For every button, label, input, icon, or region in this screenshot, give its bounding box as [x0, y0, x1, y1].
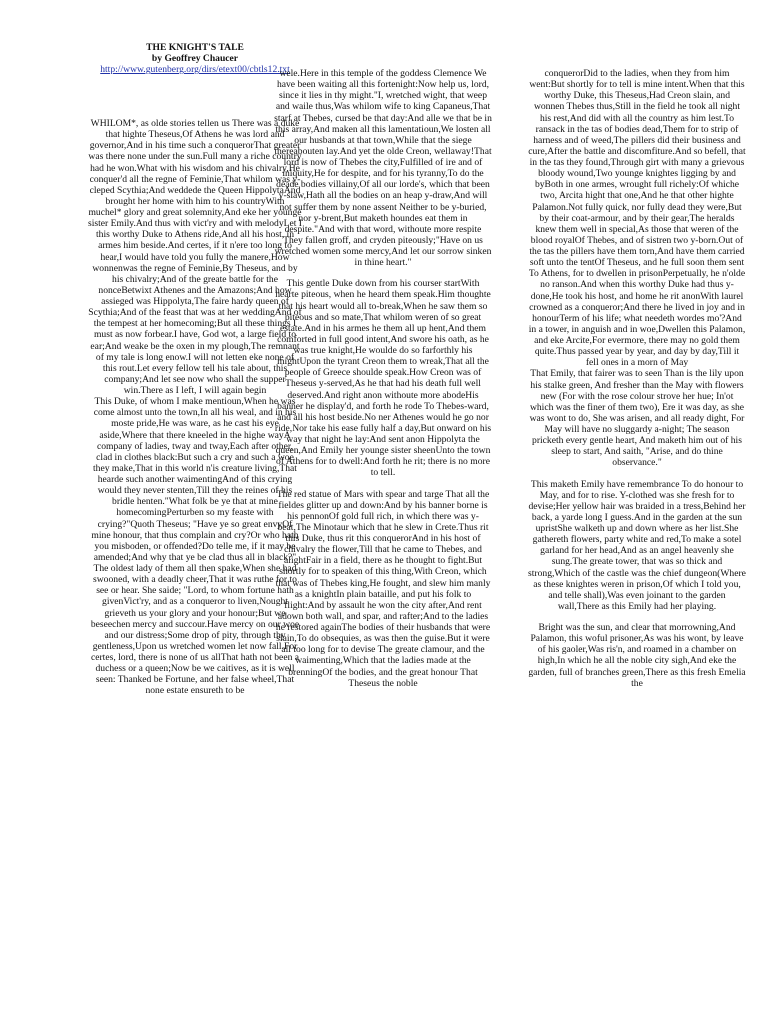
source-link[interactable]: http://www.gutenberg.org/dirs/etext00/cbtls12.txt [100, 64, 290, 76]
paragraph: WHILOM*, as olde stories tellen us There was a duke that highte Theseus,Of Athens he was lord and governor,And in his time such a conquerorThat greater was there none under the sun.Full many a riche country had he won.What with his wisdom and his chivalry,He conquer'd all the regne of Feminie,That whilom was y-cleped Scythia;And weddede the Queen HippolytaAnd brought her home with him to his countryWith muchel* glory and great solemnity,And eke her younge sister Emily.And thus with vict'ry and with melodyLet I this worthy Duke to Athens ride,And all his host, in armes him beside.And certes, if it n'ere too long to hear,I would have told you fully the manere,How wonnenwas the regne of Feminie,By Theseus, and by his chivalry;And of the greate battle for the nonceBetwixt Athenes and the Amazons;And how assieged was Hippolyta,The faire hardy queen of Scythia;And of the feast that was at her weddingAnd of the tempest at her homecoming;But all these things I must as now forbear.I have, God wot, a large field to ear;And weake be the oxen in my plough,The remnant of my tale is long enow.I will not letten eke none of this rout.Let every fellow tell his tale about, this company;And let see now who shall the supper win.There as I left, I will again begin [88, 118, 303, 396]
paragraph: That Emily, that fairer was to seen Than is the lily upon his stalke green, And fresher than the May with flowers new (For with the rose colour strove her hue; In'ot which was the finer of them two), Ere it was day, as she was wont to do, She was arisen, and all ready dight, For May will have no sluggardy a-night; The season pricketh every gentle heart, And maketh him out of his sleep to start, And saith, "Arise, and do thine observance." [529, 368, 745, 469]
paragraph: This Duke, of whom I make mentioun,When he was come almost unto the town,In all his weal, and in his moste pride,He was ware, as he cast his eye aside,Where that there kneeled in the highe wayA company of ladies, tway and tway,Each after other, clad in clothes black:But such a cry and such a woe they make,That in this world n'is creature living,That hearde such another waimentingAnd of this crying would they never stenten,Till they the reines of his bridle henten."What folk be ye that at mine homecomingPerturben so my feaste with crying?"Quoth Theseus; "Have ye so great envyOf mine honour, that thus complain and cry?Or who hath you misboden, or offended?Do telle me, if it may be amended;And why that ye be clad thus all in black?" [91, 396, 299, 563]
paragraph: wele.Here in this temple of the goddess Clemence We have been waiting all this fortenight:Now help us, lord, since it lies in thy might."I, wretched wight, that weep and waile thus,Was whilom wife to king Capaneus,That starf at Thebes, cursed be that day:And alle we that be in this array,And maken all this lamentatioun,We losten all our husbands at that town,While that the siege thereabouten lay.And yet the olde Creon, wellaway!That lord is now of Thebes the city,Fulfilled of ire and of iniquity,He for despite, and for his tyranny,To do the deade bodies villainy,Of all our lorde's, which that been y-slaw,Hath all the bodies on an heap y-draw,And will not suffer them by none assent Neither to be y-buried, nor y-brent,But maketh houndes eat them in despite."And with that word, withoute more respite They fallen groff, and cryden piteously;"Have on us wretched women some mercy,And let our sorrow sinken in thine heart." [274, 68, 492, 269]
paragraph: This gentle Duke down from his courser startWith hearte piteous, when he heard them speak.Him thoughte that his heart would all to-break,When he saw them so piteous and so mate,That whilom weren of so great estate.And in his armes he them all up hent,And them comforted in full good intent,And swore his oath, as he was true knight,He woulde do so farforthly his mightUpon the tyrant Creon them to wreak,That all the people of Greece shoulde speak.How Creon was of Theseus y-served,As he that had his death full well deserved.And right anon withoute more abodeHis banner he display'd, and forth he rode To Thebes-ward, and all his host beside.No ner Athenes would he go nor ride,Nor take his ease fully half a day,But onward on his way that night he lay:And sent anon Hippolyta the queen,And Emily her younge sister sheenUnto the town of Athens for to dwell:And forth he rit; there is no more to tell. [274, 278, 492, 479]
text-column-3 [528, 68, 746, 689]
paragraph: Bright was the sun, and clear that morrowning,And Palamon, this woful prisoner,As was his wont, by leave of his gaoler,Was ris'n, and roamed in a chamber on high,In which he all the noble city sigh,And eke the garden, full of branches green,There as this fresh Emelia the [528, 622, 746, 689]
document-header [88, 42, 302, 75]
paragraph: This maketh Emily have remembrance To do honour to May, and for to rise. Y-clothed was she fresh for to devise;Her yellow hair was braided in a tress,Behind her back, a yarde long I guess.And in the garden at the sun upristShe walketh up and down where as her list.She gathereth flowers, party white and red,To make a sotel garland for her head,And as an angel heavenly she sung.The greate tower, that was so thick and strong,Which of the castle was the chief dungeon(Where as these knightes weren in prison,Of which I told you, and telle shall),Was even joinant to the garden wall,There as this Emily had her playing. [528, 478, 746, 612]
document-author: by Geoffrey Chaucer [151, 53, 239, 65]
text-column-2 [274, 68, 492, 689]
paragraph: conquerorDid to the ladies, when they from him went:But shortly for to tell is mine intent.When that this worthy Duke, this Theseus,Had Creon slain, and wonnen Thebes thus,Still in the field he took all night his rest,And did with all the country as him lest.To ransack in the tas of bodies dead,Them for to strip of harness and of weed,The pillers did their business and cure,After the battle and discomfiture.And so befell, that in the tas they found,Through girt with many a grievous bloody wound,Two younge knightes ligging by and byBoth in one armes, wrought full richely:Of whiche two, Arcita hight that one,And he that other highte Palamon.Not fully quick, nor fully dead they were,But by their coat-armour, and by their gear,The heralds knew them well in special,As those that weren of the blood royalOf Thebes, and of sistren two y-born.Out of the tas the pillers have them torn,And have them carried soft unto the tentOf Theseus, and he full soon them sent To Athens, for to dwellen in prisonPerpetually, he n'olde no ranson.And when this worthy Duke had thus y-done,He took his host, and home he rit anonWith laurel crowned as a conqueror;And there he lived in joy and in honourTerm of his life; what needeth wordes mo'?And in a tower, in anguish and in woe,Dwellen this Palamon, and eke Arcite,For evermore, there may no gold them quite.Thus passed year by year, and day by day,Till it fell ones in a morn of May [528, 68, 746, 369]
text-column-1 [88, 118, 302, 697]
paragraph: The oldest lady of them all then spake,When she had swooned, with a deadly cheer,That it was ruthe for to see or hear. She saide; "Lord, to whom fortune hath givenVict'ry, and as a conqueror to liven,Nought grieveth us your glory and your honour;But we beseechen mercy and succour.Have mercy on our woe and our distress;Some drop of pity, through thy gentleness,Upon us wretched women let now fall.For certes, lord, there is none of us allThat hath not been a duchess or a queen;Now be we caitives, as it is well seen: Thanked be Fortune, and her false wheel,That none estate ensureth to be [90, 563, 300, 697]
paragraph: The red statue of Mars with spear and targe That all the fieldes glitter up and down:And by his banner borne is his pennonOf gold full rich, in which there was y-beat,The Minotaur which that he slew in Crete.Thus rit this Duke, thus rit this conquerorAnd in his host of chivalry the flower,Till that he came to Thebes, and alightFair in a field, there as he thought to fight.But shortly for to speaken of this thing,With Creon, which that was of Thebes king,He fought, and slew him manly as a knightIn plain bataille, and put his folk to flight:And by assault he won the city after,And rent adown both wall, and spar, and rafter;And to the ladies he restored againThe bodies of their husbands that were slain,To do obsequies, as was then the guise.But it were all too long for to devise The greate clamour, and the waimenting,Which that the ladies made at the brenningOf the bodies, and the great honour That Theseus the noble [275, 488, 491, 689]
document-title: THE KNIGHT'S TALE [146, 42, 244, 53]
